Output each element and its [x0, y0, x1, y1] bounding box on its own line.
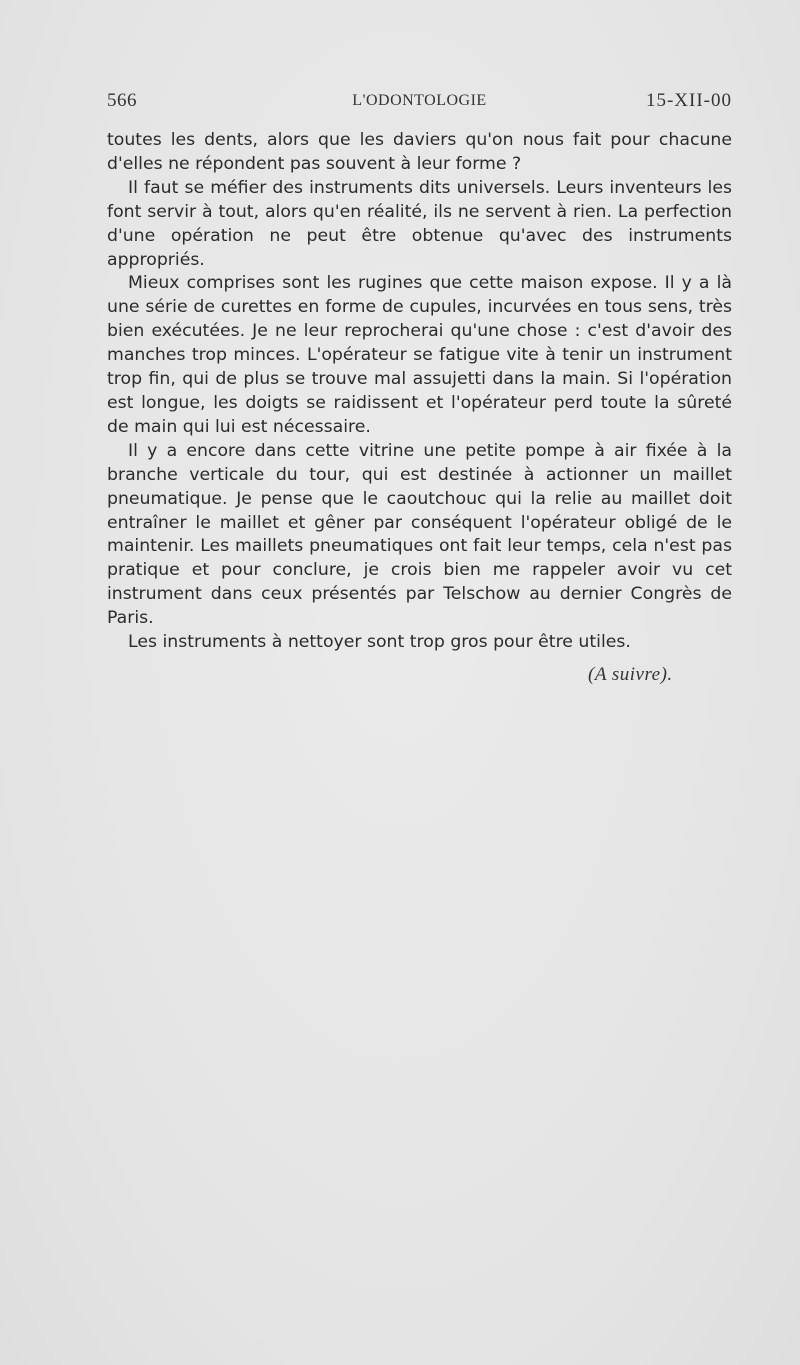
- paragraph: Les instruments à nettoyer sont trop gros pour être utiles.: [128, 632, 631, 653]
- paragraph: Mieux comprises sont les rugines que cette maison expose. Il y a là une série de curettes en forme de cupules, incurvées en tous sens, très bien exécutées. Je ne leur reprocherai qu'une chose : c'est d'avoir des manches trop minces. L'opérateur se fatigue vite à tenir un instrument trop fin, qui de plus se trouve mal assujetti dans la main. Si l'opération est longue, les doigts se raidissent et l'opérateur perd toute la sûreté de main qui lui est nécessaire.: [107, 273, 732, 437]
- paragraph-continued: toutes les dents, alors que les daviers qu'on nous fait pour chacune d'elles ne répondent pas souvent à leur forme ?: [107, 130, 732, 174]
- paragraph: Il y a encore dans cette vitrine une petite pompe à air fixée à la branche verticale du tour, qui est destinée à actionner un maillet pneumatique. Je pense que le caoutchouc qui la relie au maillet doit entraîner le maillet et gêner par conséquent l'opérateur obligé de le maintenir. Les maillets pneumatiques ont fait leur temps, cela n'est pas pratique et pour conclure, je crois bien me rappeler avoir vu cet instrument dans ceux présentés par Telschow au dernier Congrès de Paris.: [107, 440, 732, 629]
- article-body: [107, 129, 732, 655]
- journal-title: L'ODONTOLOGIE: [352, 92, 487, 109]
- paragraph: Il faut se méfier des instruments dits universels. Leurs inventeurs les font servir à tout, alors qu'en réalité, ils ne servent à rien. La perfection d'une opération ne peut être obtenue qu'avec des instruments appropriés.: [107, 177, 732, 270]
- running-header: [107, 90, 732, 120]
- issue-date: 15-XII-00: [645, 90, 732, 111]
- page-number: 566: [107, 90, 137, 111]
- to-be-continued-note: (A suivre).: [588, 664, 673, 685]
